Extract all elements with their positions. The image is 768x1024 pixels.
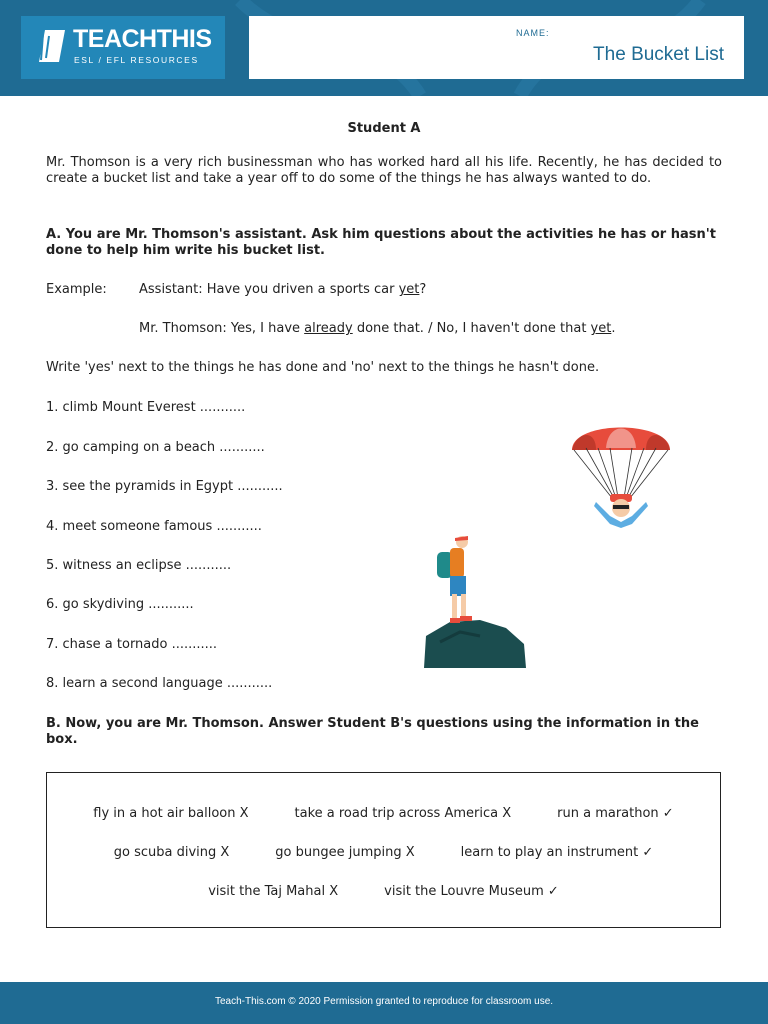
book-logo-icon <box>35 26 69 66</box>
box-entry: take a road trip across America X <box>294 806 512 821</box>
header-banner <box>0 0 768 96</box>
sheet-title: The Bucket List <box>593 44 724 65</box>
box-entry: fly in a hot air balloon X <box>93 806 249 821</box>
list-item: 7. chase a tornado ........... <box>46 637 218 652</box>
example-text: ? <box>419 282 427 297</box>
example-text: Mr. Thomson: Yes, I have <box>139 321 305 336</box>
example-text: done that. / No, I haven't done that <box>352 321 591 336</box>
box-row <box>47 806 720 821</box>
logo-subtitle: ESL / EFL RESOURCES <box>74 55 199 65</box>
underlined-word: yet <box>398 282 420 297</box>
name-box[interactable] <box>249 16 744 79</box>
information-box <box>46 772 721 928</box>
box-entry: go scuba diving X <box>113 845 230 860</box>
skydiver-illustration <box>566 410 676 532</box>
box-entry: learn to play an instrument ✓ <box>460 845 654 860</box>
example-line-1 <box>139 282 426 297</box>
list-item: 3. see the pyramids in Egypt ........... <box>46 479 283 494</box>
box-entry: run a marathon ✓ <box>557 806 674 821</box>
box-row <box>47 845 720 860</box>
underlined-word: already <box>304 321 353 336</box>
example-label: Example: <box>46 282 107 297</box>
box-entry: visit the Louvre Museum ✓ <box>384 884 559 899</box>
teachthis-logo[interactable] <box>21 16 225 79</box>
example-line-2 <box>139 321 615 336</box>
list-item: 8. learn a second language ........... <box>46 676 273 691</box>
footer-copyright[interactable]: Teach-This.com © 2020 Permission granted to reproduce for classroom use. <box>214 996 554 1007</box>
hiker-illustration <box>420 532 530 668</box>
name-label: NAME: <box>516 28 550 38</box>
section-b-instruction: B. Now, you are Mr. Thomson. Answer Student B's questions using the information in the box. <box>46 716 699 747</box>
list-item: 5. witness an eclipse ........... <box>46 558 232 573</box>
footer-banner <box>0 982 768 1024</box>
list-item: 6. go skydiving ........... <box>46 597 194 612</box>
example-text: Assistant: Have you driven a sports car <box>139 282 399 297</box>
list-item: 4. meet someone famous ........... <box>46 519 262 534</box>
yes-no-instruction: Write 'yes' next to the things he has done and 'no' next to the things he hasn't done. <box>46 360 600 375</box>
logo-text: TEACHTHIS <box>73 25 212 53</box>
underlined-word: yet <box>590 321 612 336</box>
student-label: Student A <box>347 121 421 136</box>
box-row <box>47 884 720 899</box>
list-item: 1. climb Mount Everest ........... <box>46 400 246 415</box>
list-item: 2. go camping on a beach ........... <box>46 440 265 455</box>
example-text: . <box>611 321 616 336</box>
box-entry: visit the Taj Mahal X <box>208 884 339 899</box>
intro-paragraph: Mr. Thomson is a very rich businessman who has worked hard all his life. Recently, he has decided to create a bucket list and take a year off to do some of the things he has always wanted to do. <box>46 155 722 186</box>
section-a-instruction: A. You are Mr. Thomson's assistant. Ask him questions about the activities he has or hasn't done to help him write his bucket list. <box>46 227 716 258</box>
box-entry: go bungee jumping X <box>275 845 415 860</box>
